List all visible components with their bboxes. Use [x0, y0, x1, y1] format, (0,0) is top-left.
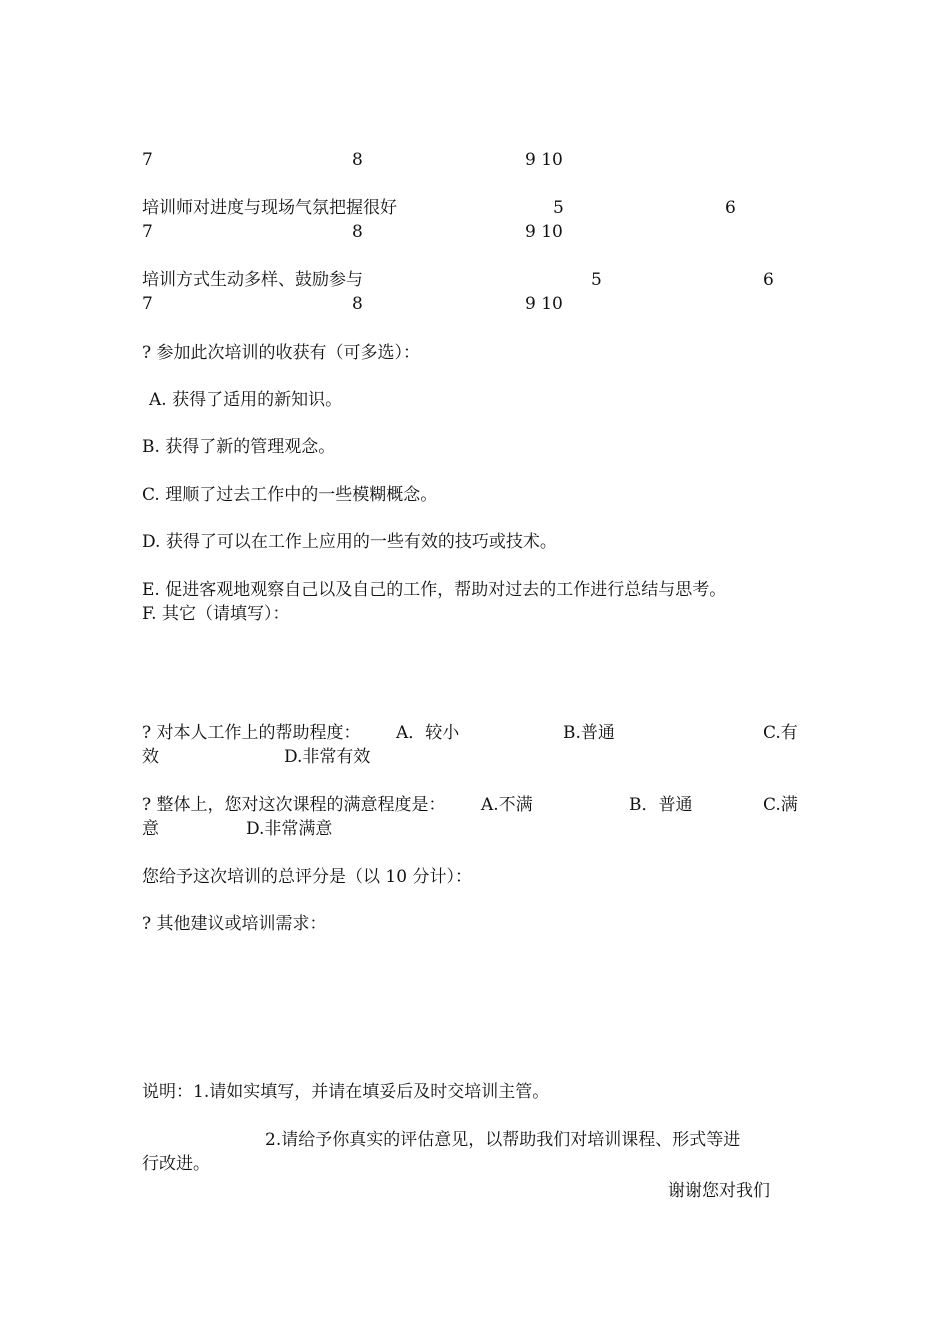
scale-number-7: 7 [142, 222, 153, 242]
scale-number-8: 8 [352, 222, 363, 242]
notes-line-2: 2.请给予你真实的评估意见，以帮助我们对培训课程、形式等进 [265, 1130, 741, 1150]
scale-number-9-10: 9 10 [525, 222, 563, 242]
suggestions-question: ? 其他建议或培训需求： [142, 914, 327, 934]
scale-number-5: 5 [591, 270, 602, 290]
help-degree-option-c-end: 效 [142, 747, 159, 767]
scale-number-6: 6 [725, 198, 736, 218]
satisfaction-option-c-start: C.满 [763, 795, 798, 815]
notes-line-1: 说明：1.请如实填写，并请在填妥后及时交培训主管。 [142, 1082, 550, 1102]
scale-number-5: 5 [553, 198, 564, 218]
gains-question: ? 参加此次培训的收获有（可多选）： [142, 343, 421, 363]
help-degree-option-c-start: C.有 [763, 723, 798, 743]
scale-number-9-10: 9 10 [525, 294, 563, 314]
gains-option-d: D. 获得了可以在工作上应用的一些有效的技巧或技术。 [142, 532, 557, 552]
scale-number-9-10: 9 10 [525, 150, 563, 170]
help-degree-option-b: B.普通 [563, 723, 615, 743]
satisfaction-option-a: A.不满 [481, 795, 533, 815]
scale-number-8: 8 [352, 294, 363, 314]
help-degree-option-a: A．较小 [396, 723, 460, 743]
satisfaction-option-c-end: 意 [142, 819, 159, 839]
scale-number-7: 7 [142, 294, 153, 314]
satisfaction-option-d: D.非常满意 [246, 819, 333, 839]
satisfaction-question: ? 整体上，您对这次课程的满意程度是： [142, 795, 446, 815]
scale-number-8: 8 [352, 150, 363, 170]
scale-number-7: 7 [142, 150, 153, 170]
notes-line-3: 行改进。 [142, 1154, 210, 1174]
rating-item-pace-label: 培训师对进度与现场气氛把握很好 [142, 198, 397, 218]
satisfaction-option-b: B．普通 [629, 795, 693, 815]
thanks-text: 谢谢您对我们 [668, 1181, 770, 1201]
help-degree-question: ? 对本人工作上的帮助程度： [142, 723, 361, 743]
scale-number-6: 6 [763, 270, 774, 290]
gains-option-b: B. 获得了新的管理观念。 [142, 437, 336, 457]
gains-option-f: F. 其它（请填写）： [142, 604, 290, 624]
gains-option-c: C. 理顺了过去工作中的一些模糊概念。 [142, 485, 438, 505]
overall-score-line: 您给予这次培训的总评分是（以 10 分计）： [142, 867, 472, 887]
rating-item-method-label: 培训方式生动多样、鼓励参与 [142, 270, 363, 290]
gains-option-e: E. 促进客观地观察自己以及自己的工作，帮助对过去的工作进行总结与思考。 [142, 580, 727, 600]
help-degree-option-d: D.非常有效 [284, 747, 371, 767]
gains-option-a: A. 获得了适用的新知识。 [149, 390, 343, 410]
